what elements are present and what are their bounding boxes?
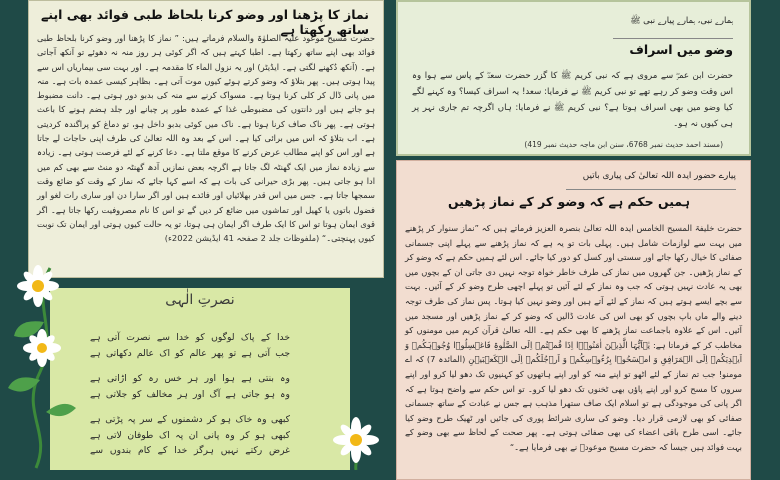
top-right-body: حضرت ابن عمرؓ سے مروی ہے کہ نبی کریم ﷺ کا گزر حضرت سعدؓ کے پاس سے ہوا وہ اس وقت وضو کر رہے تھے تو نبی کریم ﷺ نے فرمایا: سعد! یہ اسراف کیسا؟ وہ کہنے لگے کیا وضو میں بھی اسراف ہوتا ہے؟ نبی کریم ﷺ نے فرمایا: ہاں اگرچہ تم جاری نہر پر ہی کیوں نہ ہو۔ xyxy=(412,71,733,129)
left-article-text: حضرت مسیح موعود علیہ الصلوٰۃ والسلام فرماتے ہیں: ” نماز کا پڑھنا اور وضو کرنا بلحاظ طبی فوائد بھی اپنے ساتھ رکھتا ہے۔ اطبا کہتے ہیں کہ اگر کوئی ہر روز منہ نہ دھوئے تو آنکھ آجاتی ہے۔ (آنکھ دُکھنے لگتی ہے۔ ایڈیٹر) اور یہ نزول الماء کا مقدمہ ہے۔ اور بہت سی بیماریاں اس سے پیدا ہوتی ہیں۔ پھر بتلاؤ کہ وضو کرتے ہوئے کیوں موت آتی ہے۔ بظاہر کیسی عمدہ بات ہے۔ منہ میں پانی ڈال کر کلی کرنا ہوتا ہے۔ مسواک کرنے سے منہ کی بدبو دور ہوتی ہے۔ دانت مضبوط ہو جاتے ہیں اور دانتوں کی مضبوطی غذا کے عمدہ طور پر چبانے اور جلد ہضم ہونے کا باعث ہوتی ہے۔ پھر ناک صاف کرنا ہوتا ہے۔ ناک میں کوئی بدبو داخل ہو، تو دماغ کو پراگندہ کردیتی ہے۔ اب بتلاؤ کہ اس میں برائی کیا ہے۔ اس کے بعد وہ اللہ تعالیٰ کی طرف اپنی حاجات لے جاتا ہے اور اس کو اپنے مطالب عرض کرنے کا موقع ملتا ہے۔ دعا کرنے کے لئے فرصت ہوتی ہے۔ زیادہ سے زیادہ نماز میں ایک گھنٹہ لگ جاتا ہے اگرچہ بعض نمازیں آدھ گھنٹہ دو منٹ سے بھی کم میں ادا ہو جاتی ہیں۔ پھر بڑی حیرانی کی بات ہے کہ اسے کہا جائے کہ نماز کے وقت کو ضائع وقت سمجھا جاتا ہے۔ جس میں اس قدر بھلائیاں اور فائدے ہیں اور اگر سارا دن اور ساری رات لغو اور فضول باتوں یا کھیل اور تماشوں میں ضائع کر دیں گے تو اس کا نام مصروفیت رکھا جاتا ہے۔ اگر قوی ایمان ہوتا تو اس کا ایک طرف اگر ایمان ہی ہوتا، تو یہ حالت کیوں ہوتی اور ایمان تک نوبت کیوں پہنچتی۔“ xyxy=(37,33,375,244)
flower-vine-left-icon xyxy=(0,262,78,470)
bottom-right-body: حضرت خلیفۃ المسیح الخامس ایدہ اللہ تعالیٰ بنصرہ العزیز فرماتے ہیں کہ ”نماز سنوار کر پڑھنے میں بہت سے لوازمات شامل ہیں۔ پہلی بات تو یہ ہے کہ نماز پڑھنے سے پہلے اپنی جسمانی صفائی کا خیال رکھا جائے اور سستی اور کسل کو دور کیا جائے۔ اس لئے ہمیں حکم ہے کہ وضو کر کے نماز پڑھیں۔ جن گھروں میں نماز کی طرف خاطر خواہ توجہ نہیں دی جاتی ان کے بچوں میں بھی یہ عادت نہیں ہوتی کہ جب وہ نماز کے لئے آئیں تو پہلے اچھی طرح وضو کر کے آئیں۔ بہت سے بچے ایسے ہوتے ہیں کہ نماز کے لئے آتے ہیں اور وضو نہیں کیا ہوتا۔ پس نماز کی طرف توجہ دینے والے ماں باپ بچوں کو بھی اس کی عادت ڈالیں کہ وضو کر کے نماز پڑھیں اور مسجد میں آئیں۔ اس کے علاوہ باجماعت نماز پڑھنے کا بھی حکم ہے۔ اللہ تعالیٰ قرآن کریم میں مومنوں کو مخاطب کر کے فرماتا ہے: یٰۤاَیُّہَا الَّذِیۡنَ اٰمَنُوۡۤا اِذَا قُمۡتُمۡ اِلَی الصَّلٰوۃِ فَاغۡسِلُوۡا وُجُوۡہَکُمۡ وَ اَیۡدِیَکُمۡ اِلَی الۡمَرَافِقِ وَ امۡسَحُوۡا بِرُءُوۡسِکُمۡ وَ اَرۡجُلَکُمۡ اِلَی الۡکَعۡبَیۡنِ (المائدہ 7) کہ اے مومنو! جب تم نماز کے لئے اٹھو تو اپنے منہ کو اور اپنے ہاتھوں کو کہنیوں تک دھو لیا کرو اور اپنے سروں کا مسح کرو اور اپنے پاؤں بھی ٹخنوں تک دھو لیا کرو۔ تو اس حکم سے واضح ہوتا ہے کہ اگر پانی کی موجودگی ہے تو اسلام ایک صاف ستھرا مذہب ہے جس نے عبادت کے ساتھ جسمانی صفائی کو بھی لازمی قرار دیا۔ وضو کی ساری شرائط پوری کی جائیں اور ٹھیک طرح وضو کیا جائے۔ اسی طرح باقی اعضاء کی بھی صفائی ہوتی ہے۔ پھر صحت کے لحاظ سے بھی وضو کے بہت فوائد ہیں جیسا کہ حضرت مسیح موعودؑ نے بھی فرمایا ہے۔“ xyxy=(405,223,742,452)
top-right-kicker: ہمارے نبی، ہمارے پیارے نبی ﷺ xyxy=(630,16,733,26)
top-right-reference: (مسند احمد حدیث نمبر 6768، سنن ابن ماجہ حدیث نمبر 419) xyxy=(524,140,723,149)
poem-panel xyxy=(50,288,350,470)
top-right-divider xyxy=(613,38,733,39)
bottom-right-heading: ہمیں حکم ہے کہ وضو کر کے نماز پڑھیں xyxy=(448,194,690,209)
left-article-heading: نماز کا پڑھنا اور وضو کرنا بلحاظ طبی فوائد بھی اپنے ساتھ رکھتا ہے xyxy=(41,7,369,37)
poem-line: وہ بنتی ہے ہوا اور ہر خس رہ کو اڑاتی ہے xyxy=(90,373,290,384)
poem-title: نصرتِ الٰہی xyxy=(165,292,235,308)
poem-line: جب آتی ہے تو پھر عالم کو اک عالم دکھاتی ہے xyxy=(90,347,290,359)
poem-line: کبھی وہ خاک ہو کر دشمنوں کے سر پہ پڑتی ہے xyxy=(90,414,290,425)
top-right-article-panel xyxy=(396,0,751,156)
left-article-reference: (ملفوظات جلد 2 صفحہ 41 ایڈیشن 2022ء) xyxy=(164,233,320,244)
bottom-right-kicker: پیارے حضور ایدہ اللہ تعالیٰ کی پیاری باتیں xyxy=(582,171,736,181)
poem-line: غرض رکتے نہیں ہرگز خدا کے کام بندوں سے xyxy=(90,445,290,456)
poem-line: کبھی ہو کر وہ پانی ان پہ اک طوفان لاتی ہے xyxy=(90,429,290,441)
left-article-panel xyxy=(28,0,384,278)
left-article-body xyxy=(37,31,375,245)
poem-lines xyxy=(90,330,290,459)
bottom-right-divider xyxy=(566,189,736,190)
bottom-right-article-panel xyxy=(396,160,751,480)
poem-line: خدا کے پاک لوگوں کو خدا سے نصرت آتی ہے xyxy=(90,332,290,343)
poem-line: وہ ہو جاتی ہے آگ اور ہر مخالف کو جلاتی ہے xyxy=(90,388,290,400)
top-right-heading: وضو میں اسراف xyxy=(629,42,733,57)
daisy-bottom-icon xyxy=(326,410,386,470)
